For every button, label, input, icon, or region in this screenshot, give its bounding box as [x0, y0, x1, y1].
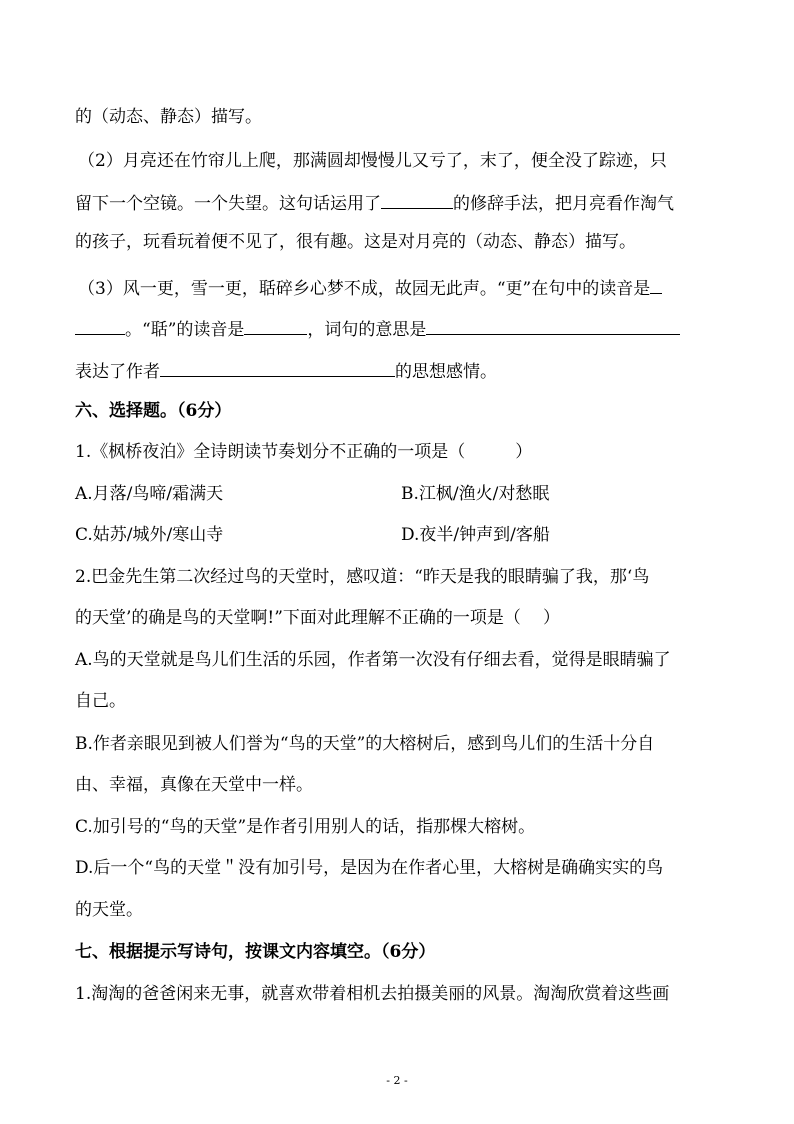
text-segment: 的思想感情。: [395, 362, 497, 382]
question-close-paren: ）: [515, 442, 533, 462]
text-segment: ，词句的意思是: [307, 320, 427, 340]
answer-blank[interactable]: [426, 316, 680, 335]
text-segment: 。“聒”的读音是: [125, 320, 245, 340]
text-line: 的孩子，玩看玩着便不见了，很有趣。这是对月亮的（动态、静态）描写。: [75, 232, 636, 252]
option-d-cont: 的天堂。: [75, 900, 143, 920]
text-line: [78, 275, 662, 300]
section-heading: 六、选择题。（6分）: [75, 401, 232, 421]
text-line: [75, 316, 680, 341]
text-line: [75, 190, 674, 215]
question: [75, 441, 532, 463]
question-close-paren: ）: [542, 608, 560, 628]
answer-blank[interactable]: [75, 316, 125, 335]
option-a-cont: 自己。: [75, 691, 126, 711]
option-a: A.鸟的天堂就是鸟儿们生活的乐园，作者第一次没有仔细去看，觉得是眼睛骗了: [75, 650, 671, 670]
answer-blank[interactable]: [160, 358, 395, 377]
question: 2.巴金先生第二次经过鸟的天堂时，感叹道：“昨天是我的眼睛骗了我，那‘鸟: [75, 567, 650, 587]
section-heading: 七、根据提示写诗句，按课文内容填空。（6分）: [75, 942, 436, 962]
text-line: 的（动态、静态）描写。: [75, 107, 262, 127]
option-b: B.作者亲眼见到被人们誉为“鸟的天堂”的大榕树后，感到鸟儿们的生活十分自: [75, 734, 655, 754]
option-d: D.后一个“鸟的天堂＂没有加引号，是因为在作者心里，大榕树是确确实实的鸟: [75, 858, 664, 878]
answer-blank[interactable]: [650, 275, 662, 294]
text-segment: （3）风一更，雪一更，聒碎乡心梦不成，故园无此声。“更”在句中的读音是: [78, 279, 651, 299]
option-row: [75, 524, 550, 546]
text-segment: 表达了作者: [75, 362, 160, 382]
text-segment: 的修辞手法，把月亮看作淘气: [453, 194, 674, 214]
option-c: C.姑苏/城外/寒山寺: [75, 525, 224, 545]
question-text: 1.《枫桥夜泊》全诗朗读节奏划分不正确的一项是（: [75, 442, 466, 462]
option-row: [75, 483, 550, 505]
option-d: D.夜半/钟声到/客船: [401, 525, 550, 545]
answer-blank[interactable]: [244, 316, 307, 335]
question-text: 的天堂’的确是鸟的天堂啊!”下面对此理解不正确的一项是（: [75, 608, 521, 628]
text-segment: 留下一个空镜。一个失望。这句话运用了: [75, 194, 381, 214]
option-b-cont: 由、幸福，真像在天堂中一样。: [75, 775, 313, 795]
page-number: - 2 -: [386, 1074, 408, 1087]
question: 1.淘淘的爸爸闲来无事，就喜欢带着相机去拍摄美丽的风景。淘淘欣赏着这些画: [75, 984, 670, 1004]
option-c: C.加引号的“鸟的天堂”是作者引用别人的话，指那棵大榕树。: [75, 817, 536, 837]
question: [75, 607, 560, 629]
option-a: A.月落/鸟啼/霜满天: [75, 484, 224, 504]
text-line: （2）月亮还在竹帘儿上爬，那满圆却慢慢儿又亏了，末了，便全没了踪迹，只: [78, 151, 667, 171]
option-b: B.江枫/渔火/对愁眠: [401, 484, 550, 504]
answer-blank[interactable]: [381, 190, 453, 209]
text-line: [75, 358, 497, 383]
